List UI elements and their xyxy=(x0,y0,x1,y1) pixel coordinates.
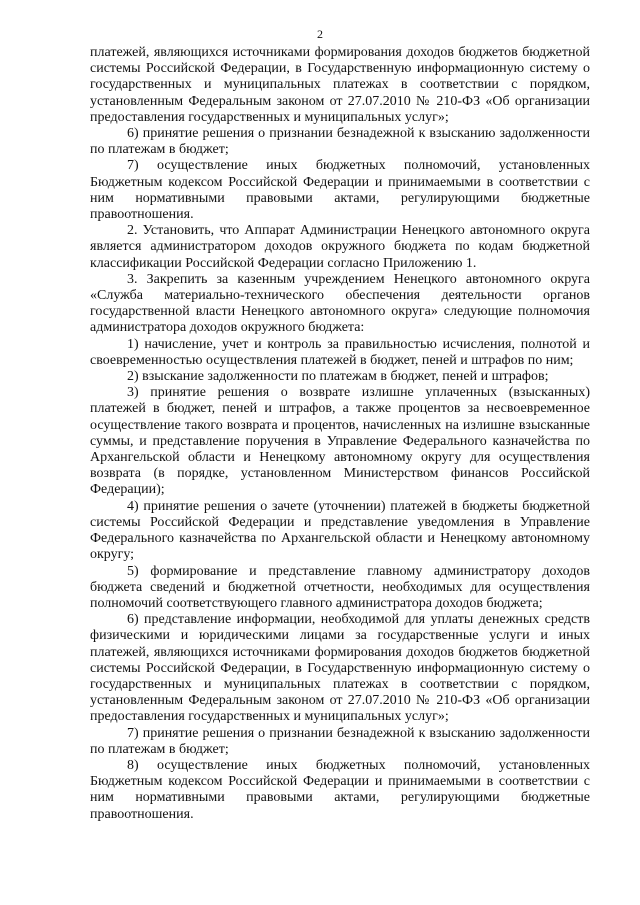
paragraph: 6) представление информации, необходимой для уплаты денежных средств физическими и юридическими лицами за государственные услуги и иных платежей, являющихся источниками формирования доходов бюджетов бюджетной системы Российской Федерации, в Государственную информационную систему о государственных и муниципальных платежах в соответствии с порядком, установленным Федеральным законом от 27.07.2010 № 210-ФЗ «Об организации предоставления государственных и муниципальных услуг»; xyxy=(90,612,590,725)
paragraph: 2) взыскание задолженности по платежам в бюджет, пеней и штрафов; xyxy=(127,369,549,385)
page-number: 2 xyxy=(317,27,323,41)
document-body xyxy=(90,45,590,823)
paragraph: 7) принятие решения о признании безнадежной к взысканию задолженности по платежам в бюджет; xyxy=(90,725,590,757)
paragraph: 5) формирование и представление главному администратору доходов бюджета сведений и бюджетной отчетности, необходимых для осуществления полномочий соответствующего главного администратора доходов бюджета; xyxy=(90,563,590,611)
paragraph: 1) начисление, учет и контроль за правильностью исчисления, полнотой и своевременностью осуществления платежей в бюджет, пеней и штрафов по ним; xyxy=(90,336,590,368)
paragraph: 3) принятие решения о возврате излишне уплаченных (взысканных) платежей в бюджет, пеней и штрафов, а также процентов за несвоевременное осуществление такого возврата и процентов, начисленных на излишне взысканные суммы, и представление поручения в Управление Федерального казначейства по Архангельской области и Ненецкому автономному округу для осуществления возврата (в порядке, установленном Министерством финансов Российской Федерации); xyxy=(90,385,590,498)
paragraph: 7) осуществление иных бюджетных полномочий, установленных Бюджетным кодексом Российской Федерации и принимаемыми в соответствии с ним нормативными правовыми актами, регулирующими бюджетные правоотношения. xyxy=(90,158,590,223)
paragraph: платежей, являющихся источниками формирования доходов бюджетов бюджетной системы Российской Федерации, в Государственную информационную систему о государственных и муниципальных платежах в соответствии с порядком, установленным Федеральным законом от 27.07.2010 № 210-ФЗ «Об организации предоставления государственных и муниципальных услуг»; xyxy=(90,45,590,125)
paragraph: 8) осуществление иных бюджетных полномочий, установленных Бюджетным кодексом Российской Федерации и принимаемыми в соответствии с ним нормативными правовыми актами, регулирующими бюджетные правоотношения. xyxy=(90,757,590,822)
paragraph: 6) принятие решения о признании безнадежной к взысканию задолженности по платежам в бюджет; xyxy=(90,126,590,158)
paragraph: 4) принятие решения о зачете (уточнении) платежей в бюджеты бюджетной системы Российской Федерации и представление уведомления в Управление Федерального казначейства по Архангельской области и Ненецкому автономному округу; xyxy=(90,498,590,563)
paragraph: 2. Установить, что Аппарат Администрации Ненецкого автономного округа является администратором доходов окружного бюджета по кодам бюджетной классификации Российской Федерации согласно Приложению 1. xyxy=(90,223,590,271)
paragraph: 3. Закрепить за казенным учреждением Ненецкого автономного округа «Служба материально-технического обеспечения деятельности органов государственной власти Ненецкого автономного округа» следующие полномочия администратора доходов окружного бюджета: xyxy=(90,271,590,336)
